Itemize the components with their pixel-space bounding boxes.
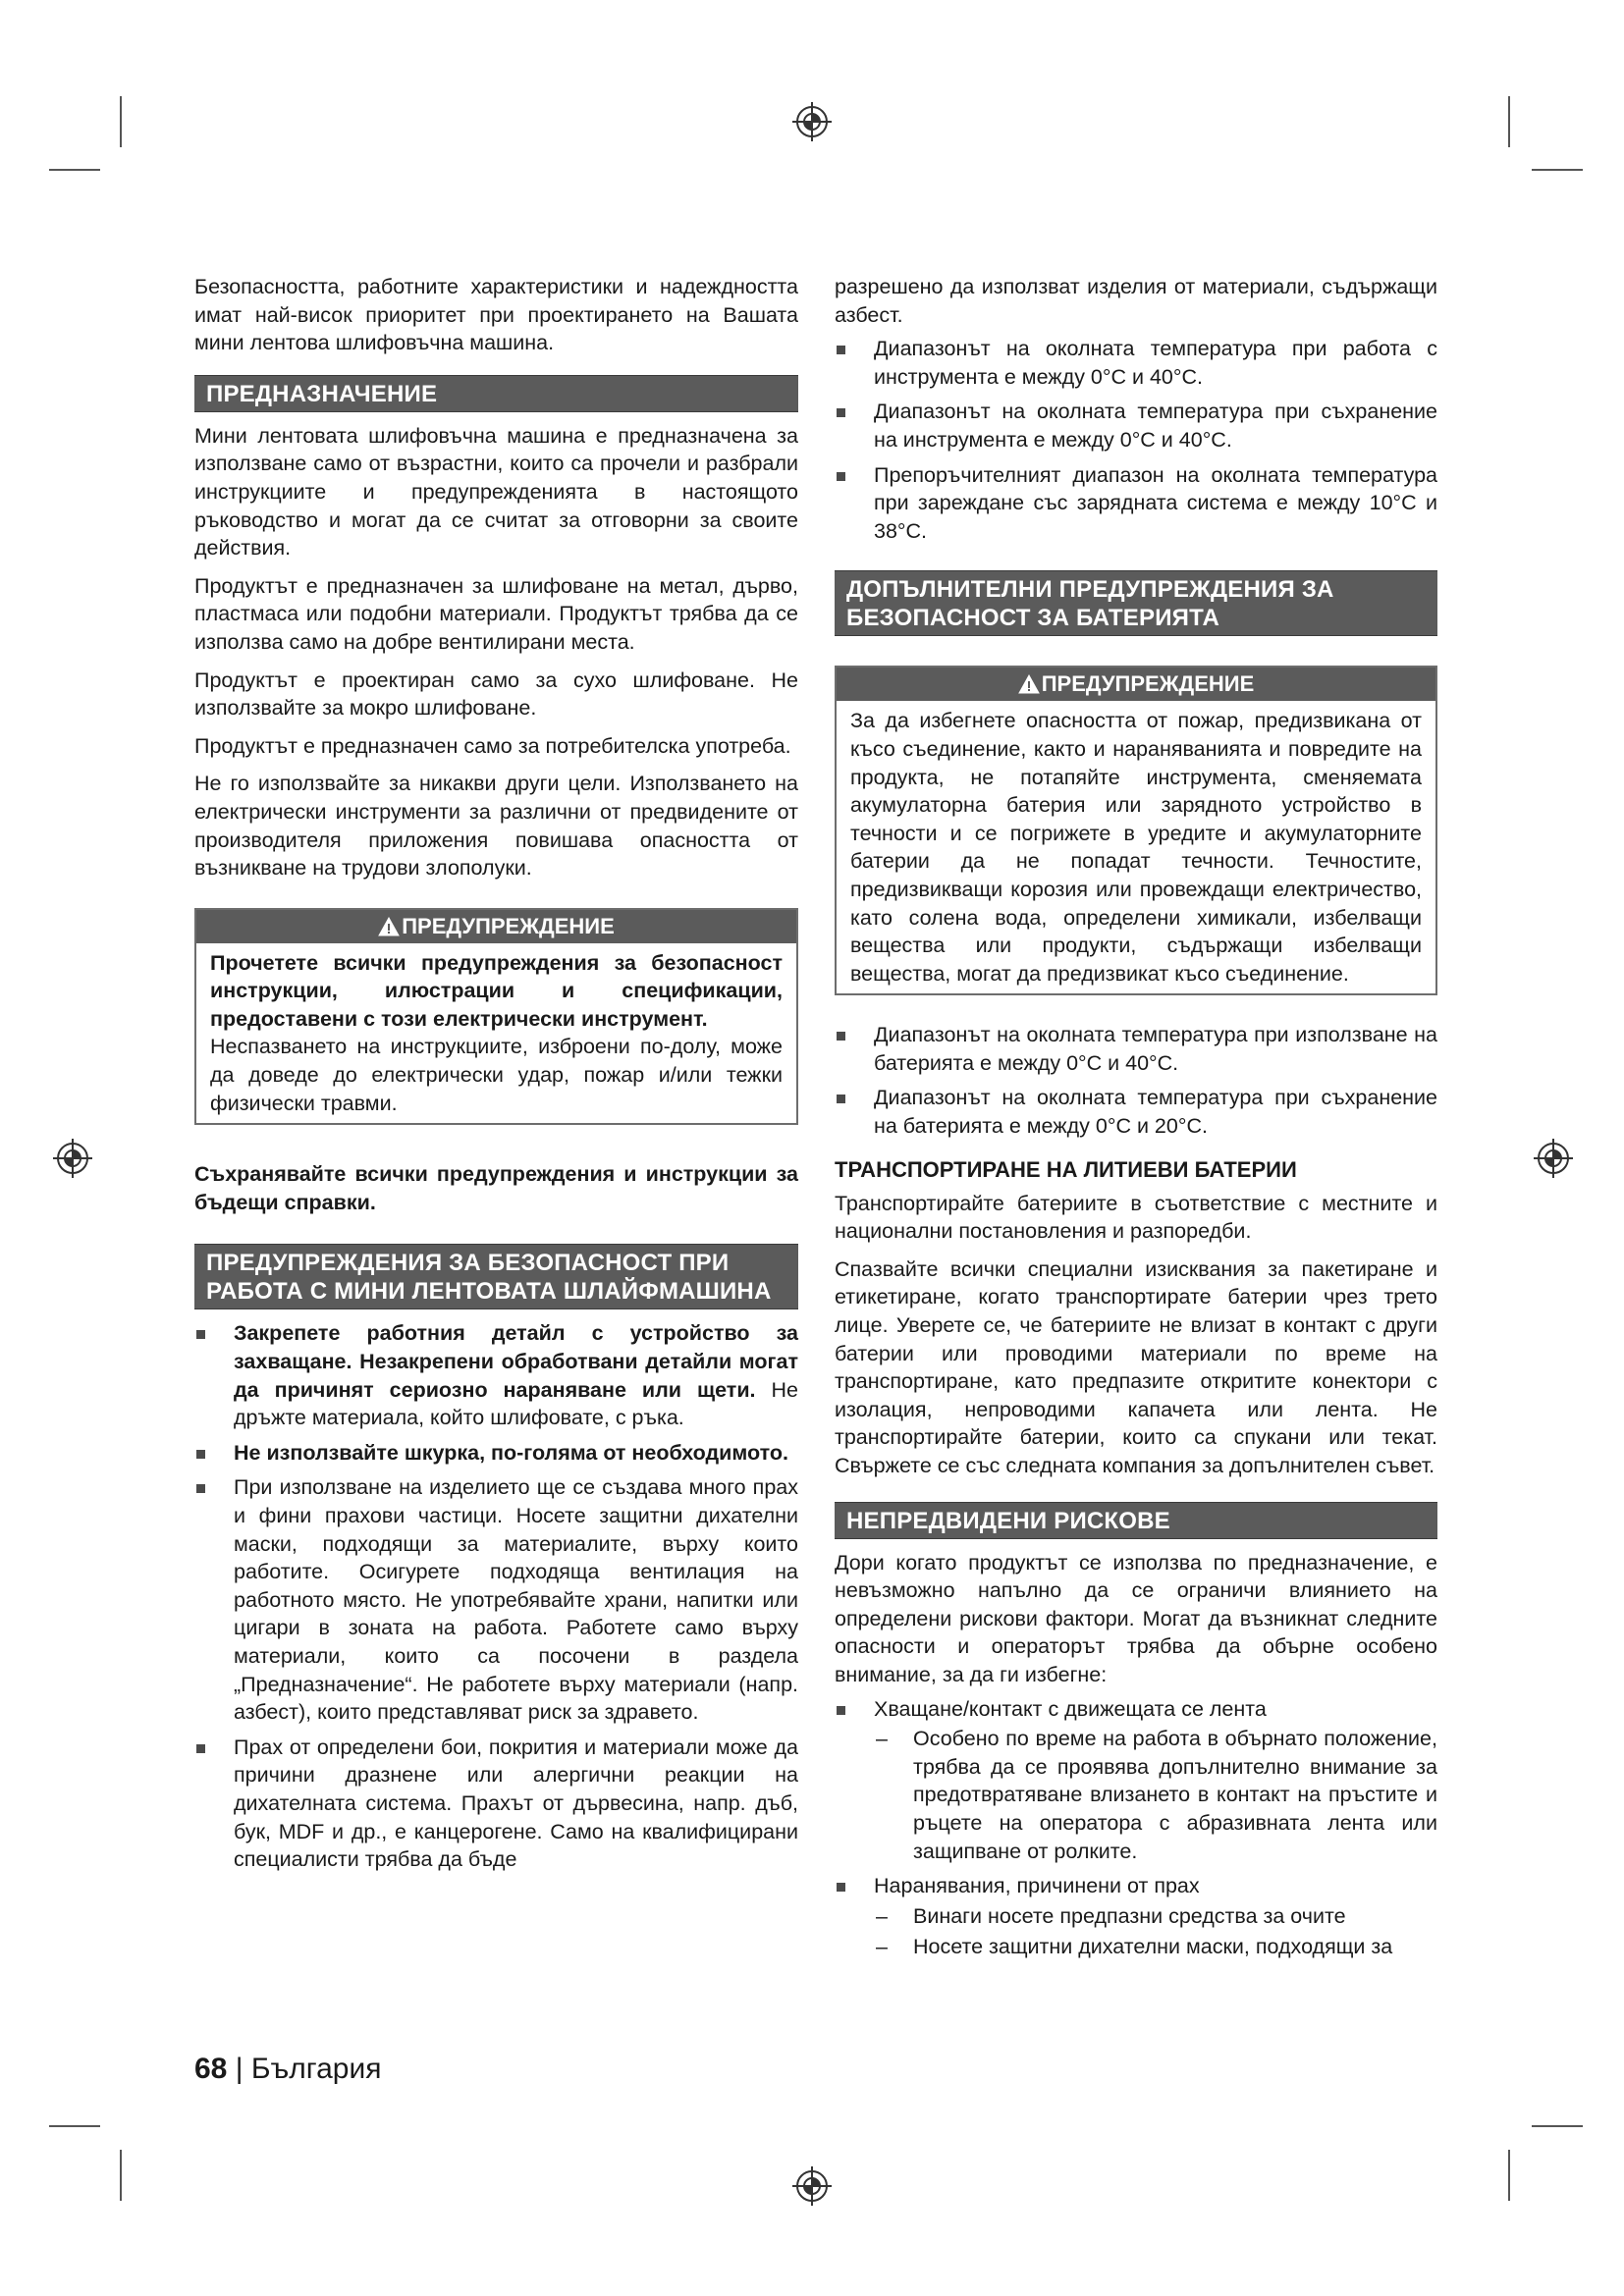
- section-heading-purpose: ПРЕДНАЗНАЧЕНИЕ: [194, 375, 798, 412]
- warning-text: Неспазването на инструкциите, изброени по-долу, може да доведе до електрически удар, пожар и/или тежки физически травми.: [210, 1035, 783, 1115]
- list-item: Диапазонът на околната температура при използване на батерията е между 0°C и 40°C.: [835, 1021, 1437, 1077]
- battery-temperature-list: [835, 1021, 1437, 1140]
- list-item: Препоръчителният диапазон на околната температура при зареждане със зарядната система е между 10°C и 38°C.: [835, 461, 1437, 546]
- list-item-bold: Закрепете работния детайл с устройство за захващане. Незакрепени обработвани детайли могат да причинят сериозно нараняване или щети.: [234, 1321, 798, 1402]
- warning-header: [837, 667, 1435, 701]
- transport-paragraph: Транспортирайте батериите в съответствие с местните и национални постановления и разпоредби.: [835, 1191, 1437, 1244]
- left-column: [194, 273, 798, 1881]
- risks-paragraph: Дори когато продуктът се използва по предназначение, е невъзможно напълно да се ограничи влиянието на определени рискови фактори. Могат да възникнат следните опасности и операторът трябва да обърне особено внимание, за да ги избегне:: [835, 1550, 1437, 1686]
- sub-list: [874, 1725, 1437, 1865]
- risks-list: [835, 1695, 1437, 1961]
- warning-triangle-icon: [378, 917, 400, 936]
- crop-mark: [1532, 2125, 1583, 2127]
- crop-mark: [49, 2125, 100, 2127]
- purpose-paragraph: Продуктът е предназначен само за потребителска употреба.: [194, 733, 791, 758]
- purpose-paragraph: Продуктът е предназначен за шлифоване на метал, дърво, пластмаса или подобни материали. Продуктът трябва да се използва само на добре вентилирани места.: [194, 573, 798, 654]
- crop-mark: [1508, 96, 1510, 147]
- right-column: [835, 273, 1437, 1968]
- page-number: 68: [194, 2053, 228, 2085]
- crop-mark: [120, 2150, 122, 2201]
- section-heading-safety: ПРЕДУПРЕЖДЕНИЯ ЗА БЕЗОПАСНОСТ ПРИ РАБОТА С МИНИ ЛЕНТОВАТА ШЛАЙФМАШИНА: [194, 1244, 798, 1309]
- warning-body: [837, 701, 1435, 993]
- crop-mark: [120, 96, 122, 147]
- sub-list-item: – Носете защитни дихателни маски, подходящи за: [874, 1933, 1437, 1961]
- intro-paragraph: Безопасността, работните характеристики и надеждността имат най-висок приоритет при проектирането на Вашата мини лентова шлифовъчна машина.: [194, 275, 798, 355]
- list-item-text: Наранявания, причинени от прах: [874, 1874, 1200, 1898]
- warning-header: [196, 910, 796, 943]
- page-footer: [194, 2052, 381, 2087]
- list-item: Диапазонът на околната температура при съхранение на батерията е между 0°C и 20°C.: [835, 1084, 1437, 1140]
- list-item-text: Хващане/контакт с движещата се лента: [874, 1696, 1267, 1721]
- section-heading-risks: НЕПРЕДВИДЕНИ РИСКОВЕ: [835, 1502, 1437, 1539]
- safety-list: [194, 1319, 798, 1873]
- purpose-paragraph: Мини лентовата шлифовъчна машина е предназначена за използване само от възрастни, които са прочели и разбрали инструкциите и предупрежденията в настоящото ръководство и могат да се считат за отговорни за своите действия.: [194, 423, 798, 561]
- crop-mark: [1508, 2150, 1510, 2201]
- list-item: Диапазонът на околната температура при работа с инструмента е между 0°C и 40°C.: [835, 335, 1437, 391]
- list-item-text: Не дръжте материала, който шлифовате, с ръка.: [234, 1377, 798, 1430]
- warning-title: ПРЕДУПРЕЖДЕНИЕ: [402, 913, 615, 938]
- crop-mark: [49, 169, 100, 171]
- warning-triangle-icon: [1018, 674, 1040, 694]
- warning-bold-text: Прочетете всички предупреждения за безопасност инструкции, илюстрации и спецификации, предоставени с този електрически инструмент.: [210, 950, 783, 1031]
- list-item: [835, 1695, 1437, 1866]
- list-item: [835, 1872, 1437, 1961]
- warning-title: ПРЕДУПРЕЖДЕНИЕ: [1041, 671, 1255, 697]
- crop-mark: [1532, 169, 1583, 171]
- registration-mark-icon: [51, 1137, 94, 1180]
- battery-warning-box: [835, 666, 1437, 995]
- footer-country: България: [250, 2053, 382, 2085]
- sub-list-item: – Особено по време на работа в обърнато положение, трябва да се проявява допълнително внимание за предотвратяване влизането в контакт на пръстите и ръцете на оператора с абразивната лента или защипване от ролките.: [874, 1725, 1437, 1865]
- list-item: [194, 1439, 798, 1468]
- list-item: Прах от определени бои, покрития и материали може да причини дразнене или алергични реакции на дихателната система. Прахът от дървесина, напр. дъб, бук, MDF и др., е канцерогене. Само на квалифицирани специалисти трябва да бъде: [194, 1734, 798, 1874]
- section-heading-battery: ДОПЪЛНИТЕЛНИ ПРЕДУПРЕЖДЕНИЯ ЗА БЕЗОПАСНОСТ ЗА БАТЕРИЯТА: [835, 570, 1437, 636]
- list-item-bold: Не използвайте шкурка, по-голяма от необходимото.: [234, 1440, 788, 1465]
- registration-mark-icon: [790, 2164, 834, 2208]
- sub-list-item: – Винаги носете предпазни средства за очите: [874, 1902, 1437, 1931]
- purpose-paragraph: Продуктът е проектиран само за сухо шлифоване. Не използвайте за мокро шлифоване.: [194, 667, 798, 721]
- list-item: Диапазонът на околната температура при съхранение на инструмента е между 0°C и 40°C.: [835, 398, 1437, 454]
- purpose-paragraph: Не го използвайте за никакви други цели. Използването на електрически инструменти за различни от предвидените от производителя приложения повишава опасността от възникване на трудови злополуки.: [194, 772, 798, 881]
- footer-separator: |: [227, 2053, 251, 2085]
- temperature-list: [835, 335, 1437, 545]
- list-item: [194, 1319, 798, 1431]
- transport-paragraph: Спазвайте всички специални изисквания за пакетиране и етикетиране, когато транспортирате батерии чрез трето лице. Уверете се, че батериите не влизат в контакт с други батерии или проводими материали по време на транспортиране, като предпазите откритите конектори с изолация, непроводими капачета или лента. Не транспортирайте батерии, които са спукани или текат. Свържете се със следната компания за допълнителен съвет.: [835, 1256, 1437, 1477]
- registration-mark-icon: [790, 100, 834, 143]
- registration-mark-icon: [1532, 1137, 1575, 1180]
- list-item: При използване на изделието ще се създава много прах и фини прахови частици. Носете защитни дихателни маски, подходящи за материалите, върху които работите. Осигурете подходяща вентилация на работното място. Не употребявайте храни, напитки или цигари в зоната на работа. Работете само върху материали, които са посочени в раздела „Предназначение“. Не работете върху материали (напр. азбест), които представляват риск за здравето.: [194, 1473, 798, 1726]
- warning-box: [194, 908, 798, 1126]
- save-instructions-note: Съхранявайте всички предупреждения и инструкции за бъдещи справки.: [194, 1162, 798, 1214]
- warning-body: [196, 943, 796, 1124]
- sub-list: [874, 1902, 1437, 1961]
- continued-paragraph: разрешено да използват изделия от материали, съдържащи азбест.: [835, 275, 1437, 327]
- transport-heading: ТРАНСПОРТИРАНЕ НА ЛИТИЕВИ БАТЕРИИ: [835, 1156, 1297, 1182]
- warning-text: За да избегнете опасността от пожар, предизвикана от късо съединение, както и нараняванията и повредите на продукта, не потапяйте инструмента, сменяемата акумулаторна батерия или зарядното устройство в течности и се погрижете в уредите и акумулаторните батерии да не попадат течности. Течностите, предизвикващи корозия или провеждащи електричество, като солена вода, определени химикали, избелващи вещества или продукти, съдържащи избелващи вещества, могат да предизвикат късо съединение.: [850, 709, 1422, 986]
